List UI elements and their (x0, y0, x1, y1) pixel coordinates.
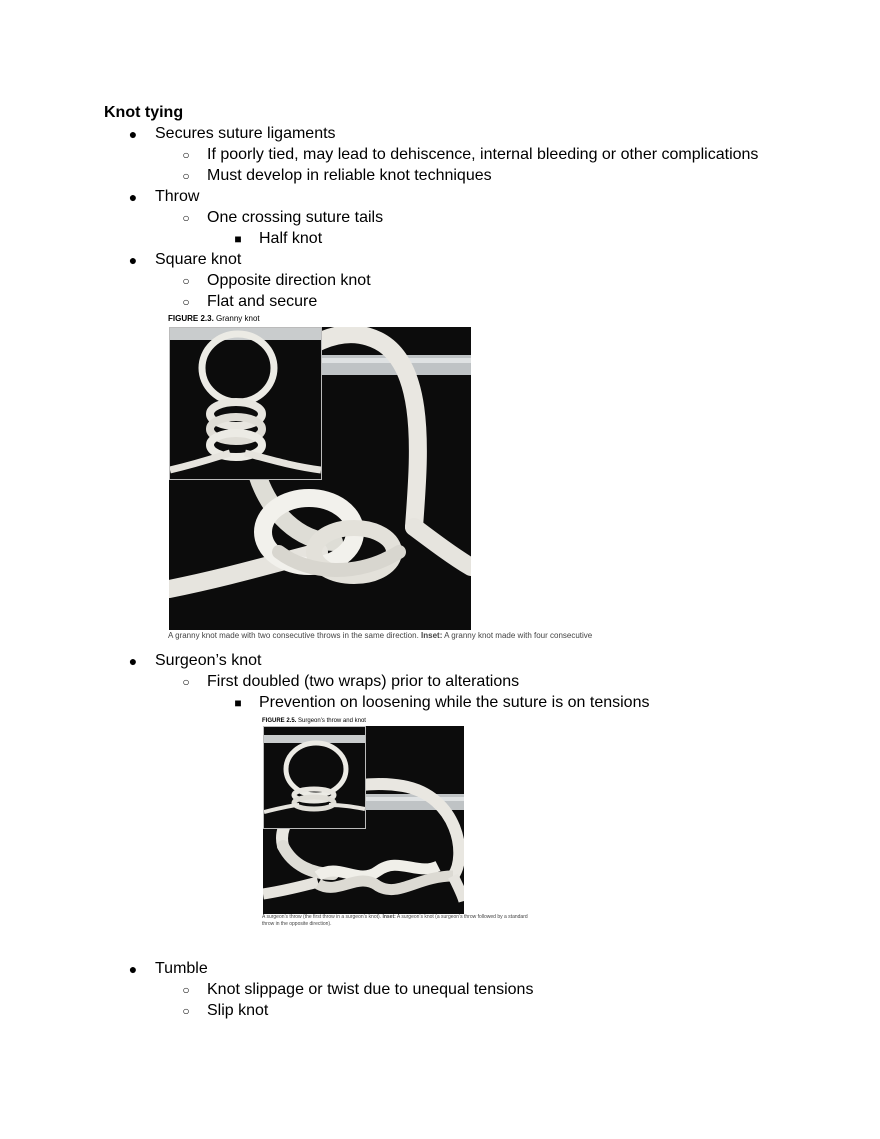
list-item: Surgeon’s knot (155, 652, 262, 669)
figure-title-text: Granny knot (216, 314, 260, 323)
bullet-level2: ○ (182, 274, 190, 288)
list-item: Secures suture ligaments (155, 125, 336, 142)
bullet-level1: ● (128, 653, 138, 669)
bullet-level1: ● (128, 961, 138, 977)
bullet-level2: ○ (182, 295, 190, 309)
caption-inset-text: A granny knot made with four consecutive (444, 631, 593, 640)
list-item: Slip knot (207, 1002, 269, 1019)
granny-knot-inset (169, 327, 322, 480)
figure-title-text: Surgeon’s throw and knot (298, 718, 366, 724)
bullet-level1: ● (128, 189, 138, 205)
bullet-level1: ● (128, 126, 138, 142)
bullet-level2: ○ (182, 1004, 190, 1018)
caption-text: A surgeon’s throw (the first throw in a surgeon’s knot). (262, 914, 382, 920)
bullet-level3: ■ (234, 696, 242, 710)
figure-caption (168, 631, 592, 641)
bullet-level2: ○ (182, 211, 190, 225)
list-item: Prevention on loosening while the suture is on tensions (259, 694, 650, 711)
figure-number: FIGURE 2.3. (168, 314, 214, 323)
list-item: Square knot (155, 251, 242, 268)
page-heading: Knot tying (104, 104, 184, 121)
list-item: Throw (155, 188, 200, 205)
list-item: Must develop in reliable knot techniques (207, 167, 492, 184)
bullet-level1: ● (128, 252, 138, 268)
list-item: Knot slippage or twist due to unequal tensions (207, 981, 534, 998)
figure-number: FIGURE 2.5. (262, 718, 297, 724)
caption-text: A granny knot made with two consecutive throws in the same direction. (168, 631, 419, 640)
surgeons-knot-inset (263, 726, 366, 829)
bullet-level2: ○ (182, 675, 190, 689)
bullet-level3: ■ (234, 232, 242, 246)
caption-inset-label: Inset: (382, 914, 396, 920)
bullet-level2: ○ (182, 169, 190, 183)
caption-inset-text: A surgeon’s knot (a surgeon’s throw followed by a standard (396, 914, 528, 920)
list-item: Flat and secure (207, 293, 318, 310)
figure-title (262, 716, 366, 726)
bullet-level2: ○ (182, 983, 190, 997)
caption-text-line2: throw in the opposite direction). (262, 921, 332, 927)
list-item: Half knot (259, 230, 323, 247)
list-item: First doubled (two wraps) prior to alterations (207, 673, 520, 690)
list-item: Tumble (155, 960, 208, 977)
bullet-level2: ○ (182, 148, 190, 162)
caption-inset-label: Inset: (421, 631, 443, 640)
list-item: Opposite direction knot (207, 272, 371, 289)
figure-title (168, 314, 260, 324)
list-item: One crossing suture tails (207, 209, 384, 226)
list-item: If poorly tied, may lead to dehiscence, internal bleeding or other complications (207, 146, 759, 163)
figure-caption (262, 914, 528, 928)
